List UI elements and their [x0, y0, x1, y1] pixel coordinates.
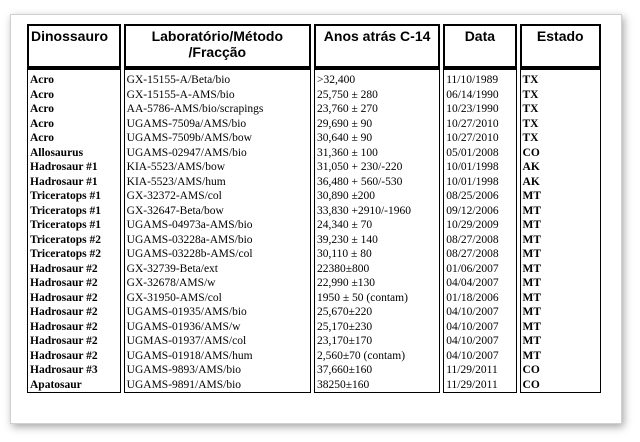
state-cell: MT: [520, 291, 601, 306]
lab-method-cell: GX-32647-Beta/bow: [124, 204, 311, 219]
state-cell: MT: [520, 276, 601, 291]
table-row: [27, 378, 601, 394]
state-cell: MT: [520, 204, 601, 219]
lab-method-cell: GX-32678/AMS/w: [124, 276, 311, 291]
state-cell: MT: [520, 349, 601, 364]
radiocarbon-table: [24, 24, 604, 393]
table-row: [27, 204, 601, 219]
state-cell: MT: [520, 247, 601, 262]
state-cell: MT: [520, 233, 601, 248]
dinosaur-cell: Acro: [27, 88, 121, 103]
lab-method-cell: UGAMS-03228a-AMS/bio: [124, 233, 311, 248]
date-cell: 11/29/2011: [443, 363, 516, 378]
table-row: [27, 276, 601, 291]
lab-method-cell: UGAMS-01935/AMS/bio: [124, 305, 311, 320]
dinosaur-cell: Acro: [27, 102, 121, 117]
table-row: [27, 175, 601, 190]
lab-method-cell: UGAMS-9893/AMS/bio: [124, 363, 311, 378]
table-row: [27, 349, 601, 364]
dinosaur-cell: Hadrosaur #2: [27, 262, 121, 277]
table-row: [27, 102, 601, 117]
c14-age-cell: 22380±800: [314, 262, 440, 277]
table-row: [27, 218, 601, 233]
date-cell: 10/27/2010: [443, 117, 516, 132]
c14-age-cell: 22,990 ±130: [314, 276, 440, 291]
c14-age-cell: 31,360 ± 100: [314, 146, 440, 161]
header-dinosaur: Dinossauro: [27, 24, 121, 70]
table-row: [27, 233, 601, 248]
state-cell: TX: [520, 70, 601, 88]
table-row: [27, 160, 601, 175]
lab-method-cell: GX-31950-AMS/col: [124, 291, 311, 306]
dinosaur-cell: Triceratops #2: [27, 247, 121, 262]
dinosaur-cell: Hadrosaur #2: [27, 349, 121, 364]
table-row: [27, 320, 601, 335]
dinosaur-cell: Allosaurus: [27, 146, 121, 161]
state-cell: CO: [520, 378, 601, 394]
date-cell: 04/10/2007: [443, 334, 516, 349]
state-cell: MT: [520, 218, 601, 233]
c14-age-cell: >32,400: [314, 70, 440, 88]
dinosaur-cell: Hadrosaur #1: [27, 160, 121, 175]
date-cell: 11/10/1989: [443, 70, 516, 88]
table-row: [27, 363, 601, 378]
dinosaur-cell: Hadrosaur #2: [27, 276, 121, 291]
header-date: Data: [443, 24, 516, 70]
state-cell: TX: [520, 102, 601, 117]
date-cell: 10/27/2010: [443, 131, 516, 146]
dinosaur-cell: Apatosaur: [27, 378, 121, 394]
date-cell: 04/10/2007: [443, 320, 516, 335]
c14-age-cell: 30,890 ±200: [314, 189, 440, 204]
dinosaur-cell: Hadrosaur #2: [27, 305, 121, 320]
date-cell: 10/23/1990: [443, 102, 516, 117]
dinosaur-cell: Hadrosaur #1: [27, 175, 121, 190]
dinosaur-cell: Acro: [27, 117, 121, 132]
c14-age-cell: 31,050 + 230/-220: [314, 160, 440, 175]
table-row: [27, 117, 601, 132]
table-row: [27, 70, 601, 88]
lab-method-cell: KIA-5523/AMS/hum: [124, 175, 311, 190]
header-state: Estado: [520, 24, 601, 70]
lab-method-cell: GX-15155-A-AMS/bio: [124, 88, 311, 103]
date-cell: 06/14/1990: [443, 88, 516, 103]
state-cell: TX: [520, 117, 601, 132]
date-cell: 10/01/1998: [443, 160, 516, 175]
lab-method-cell: KIA-5523/AMS/bow: [124, 160, 311, 175]
state-cell: MT: [520, 334, 601, 349]
lab-method-cell: GX-32372-AMS/col: [124, 189, 311, 204]
state-cell: CO: [520, 146, 601, 161]
state-cell: TX: [520, 88, 601, 103]
date-cell: 04/10/2007: [443, 305, 516, 320]
dinosaur-cell: Hadrosaur #2: [27, 291, 121, 306]
state-cell: CO: [520, 363, 601, 378]
table-row: [27, 131, 601, 146]
date-cell: 08/25/2006: [443, 189, 516, 204]
state-cell: MT: [520, 305, 601, 320]
lab-method-cell: UGAMS-01918/AMS/hum: [124, 349, 311, 364]
dinosaur-cell: Triceratops #1: [27, 218, 121, 233]
table-header: [27, 24, 601, 70]
c14-age-cell: 39,230 ± 140: [314, 233, 440, 248]
date-cell: 10/29/2009: [443, 218, 516, 233]
date-cell: 01/18/2006: [443, 291, 516, 306]
lab-method-cell: UGAMS-01936/AMS/w: [124, 320, 311, 335]
c14-age-cell: 25,750 ± 280: [314, 88, 440, 103]
c14-age-cell: 33,830 +2910/-1960: [314, 204, 440, 219]
dinosaur-cell: Triceratops #1: [27, 189, 121, 204]
date-cell: 08/27/2008: [443, 233, 516, 248]
table-row: [27, 247, 601, 262]
dinosaur-cell: Acro: [27, 131, 121, 146]
table-body: [27, 70, 601, 393]
c14-age-cell: 24,340 ± 70: [314, 218, 440, 233]
lab-method-cell: GX-15155-A/Beta/bio: [124, 70, 311, 88]
table-row: [27, 262, 601, 277]
c14-age-cell: 38250±160: [314, 378, 440, 394]
date-cell: 05/01/2008: [443, 146, 516, 161]
c14-age-cell: 2,560±70 (contam): [314, 349, 440, 364]
table-row: [27, 189, 601, 204]
date-cell: 08/27/2008: [443, 247, 516, 262]
state-cell: AK: [520, 160, 601, 175]
table-row: [27, 334, 601, 349]
table-row: [27, 305, 601, 320]
lab-method-cell: UGAMS-04973a-AMS/bio: [124, 218, 311, 233]
dinosaur-cell: Triceratops #2: [27, 233, 121, 248]
lab-method-cell: UGMAS-01937/AMS/col: [124, 334, 311, 349]
table-row: [27, 88, 601, 103]
lab-method-cell: UGAMS-7509b/AMS/bow: [124, 131, 311, 146]
lab-method-cell: UGAMS-02947/AMS/bio: [124, 146, 311, 161]
state-cell: MT: [520, 189, 601, 204]
state-cell: TX: [520, 131, 601, 146]
table-row: [27, 146, 601, 161]
date-cell: 04/10/2007: [443, 349, 516, 364]
state-cell: MT: [520, 320, 601, 335]
dinosaur-cell: Hadrosaur #2: [27, 320, 121, 335]
c14-age-cell: 29,690 ± 90: [314, 117, 440, 132]
lab-method-cell: GX-32739-Beta/ext: [124, 262, 311, 277]
date-cell: 04/04/2007: [443, 276, 516, 291]
c14-age-cell: 23,170±170: [314, 334, 440, 349]
header-c14-age: Anos atrás C-14: [314, 24, 440, 70]
date-cell: 09/12/2006: [443, 204, 516, 219]
c14-age-cell: 30,110 ± 80: [314, 247, 440, 262]
c14-age-cell: 30,640 ± 90: [314, 131, 440, 146]
state-cell: AK: [520, 175, 601, 190]
c14-age-cell: 1950 ± 50 (contam): [314, 291, 440, 306]
lab-method-cell: UGAMS-9891/AMS/bio: [124, 378, 311, 394]
dinosaur-cell: Triceratops #1: [27, 204, 121, 219]
date-cell: 11/29/2011: [443, 378, 516, 394]
date-cell: 01/06/2007: [443, 262, 516, 277]
table-row: [27, 291, 601, 306]
dinosaur-cell: Hadrosaur #2: [27, 334, 121, 349]
state-cell: MT: [520, 262, 601, 277]
c14-age-cell: 25,670±220: [314, 305, 440, 320]
lab-method-cell: UGAMS-03228b-AMS/col: [124, 247, 311, 262]
c14-age-cell: 23,760 ± 270: [314, 102, 440, 117]
c14-age-cell: 36,480 + 560/-530: [314, 175, 440, 190]
dinosaur-cell: Hadrosaur #3: [27, 363, 121, 378]
date-cell: 10/01/1998: [443, 175, 516, 190]
header-laboratory-method: Laboratório/Método /Fracção: [124, 24, 311, 70]
dinosaur-cell: Acro: [27, 70, 121, 88]
lab-method-cell: AA-5786-AMS/bio/scrapings: [124, 102, 311, 117]
c14-age-cell: 37,660±160: [314, 363, 440, 378]
c14-age-cell: 25,170±230: [314, 320, 440, 335]
lab-method-cell: UGAMS-7509a/AMS/bio: [124, 117, 311, 132]
